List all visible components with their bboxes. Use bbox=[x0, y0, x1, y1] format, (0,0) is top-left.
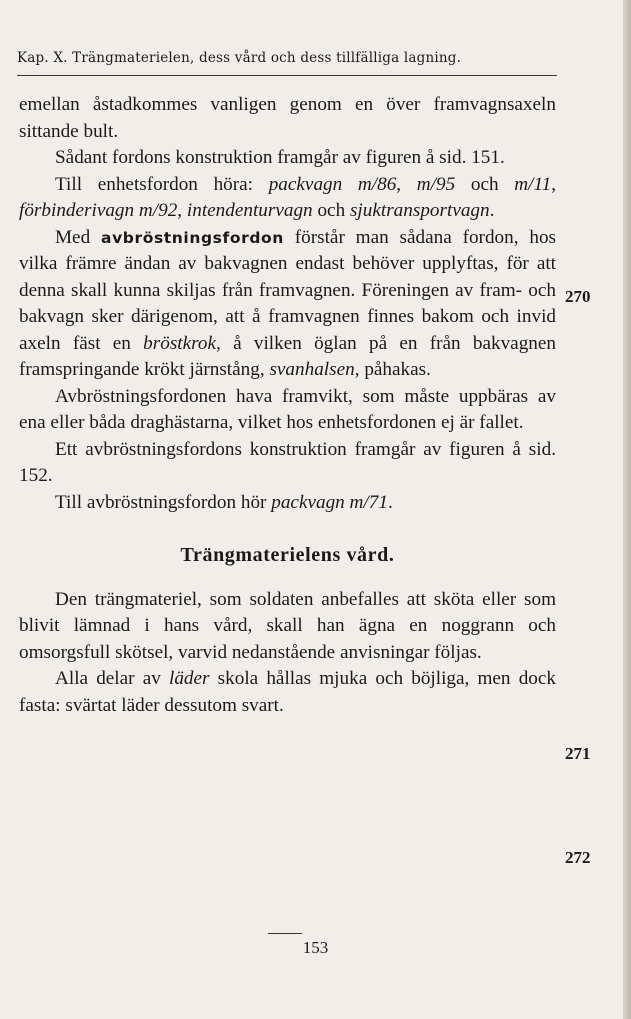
defined-term: svanhalsen bbox=[269, 359, 355, 380]
vehicle-term: packvagn m/86 bbox=[268, 173, 397, 195]
defined-term: avbröstningsfordon bbox=[101, 228, 284, 247]
vehicle-term: packvagn m/71 bbox=[271, 491, 388, 513]
paragraph-3 bbox=[19, 172, 556, 225]
defined-term: bröstkrok bbox=[143, 332, 217, 354]
paragraph-7 bbox=[19, 490, 556, 517]
page-number: 153 bbox=[302, 938, 329, 957]
text-run: Till enhetsfordon höra: bbox=[55, 173, 269, 195]
text-run: förstår man sådana fordon, hos vilka främre ändan av bakvagnen endast behöver upplyftas, för att denna skall kunna skiljas från framvagnen. Föreningen av fram- och bakvagn sker därigenom, att å framvagnen finnes bakom och invid axeln fäst en bbox=[19, 226, 557, 354]
text-run: och bbox=[455, 173, 515, 195]
page-body bbox=[19, 92, 556, 719]
vehicle-term: intendenturvagn bbox=[186, 200, 313, 221]
text-run: , bbox=[177, 200, 187, 221]
section-heading: Trängmaterielens vård. bbox=[180, 544, 395, 566]
paragraph-2: Sådant fordons konstruktion framgår av figuren å sid. 151. bbox=[55, 147, 505, 168]
margin-number: 272 bbox=[565, 848, 591, 867]
running-header: Kap. X. Trängmaterielen, dess vård och dess tillfälliga lagning. bbox=[17, 50, 462, 66]
vehicle-term: sjuktransportvagn bbox=[349, 200, 490, 221]
text-run: , å vilken öglan på en från bakvagnen framspringande krökt järnstång, bbox=[19, 332, 556, 380]
text-run: . bbox=[489, 200, 495, 221]
vehicle-term: m/95 bbox=[416, 173, 456, 195]
text-run: , bbox=[551, 173, 556, 195]
text-run: , påhakas. bbox=[354, 359, 431, 380]
paragraph-1: emellan åstadkommes vanligen genom en över framvagnsaxeln sittande bult. bbox=[19, 94, 556, 142]
text-run: Alla delar av bbox=[55, 668, 169, 689]
text-run: skola hållas mjuka och böjliga, men dock fasta: svärtat läder dessutom svart. bbox=[19, 668, 556, 716]
text-run: . bbox=[387, 491, 393, 513]
paragraph-5: Avbröstningsfordonen hava framvikt, som måste uppbäras av ena eller båda draghästarna, vilket hos enhetsfordonen ej är fallet. bbox=[19, 385, 556, 433]
margin-number: 271 bbox=[565, 744, 591, 763]
header-rule bbox=[17, 75, 557, 76]
text-run: Med bbox=[55, 226, 102, 248]
page-edge-shadow bbox=[623, 0, 631, 1019]
vehicle-term: förbinderivagn m/92 bbox=[19, 200, 178, 221]
paragraph-8: Den trängmateriel, som soldaten anbefalles att sköta eller som blivit lämnad i hans vård, skall han ägna en noggrann och omsorgsfull skötsel, varvid nedanstående anvisningar följas. bbox=[19, 588, 556, 663]
text-run: och bbox=[312, 200, 350, 221]
paragraph-9 bbox=[19, 666, 556, 719]
paragraph-4 bbox=[19, 225, 556, 384]
page-number-rule bbox=[268, 933, 302, 934]
text-run: , bbox=[396, 173, 417, 195]
margin-number: 270 bbox=[565, 287, 591, 306]
vehicle-term: m/11 bbox=[514, 173, 552, 195]
paragraph-6: Ett avbröstningsfordons konstruktion framgår av figuren å sid. 152. bbox=[19, 438, 556, 486]
text-run: Till avbröstningsfordon hör bbox=[55, 491, 272, 513]
material-term: läder bbox=[168, 668, 210, 689]
